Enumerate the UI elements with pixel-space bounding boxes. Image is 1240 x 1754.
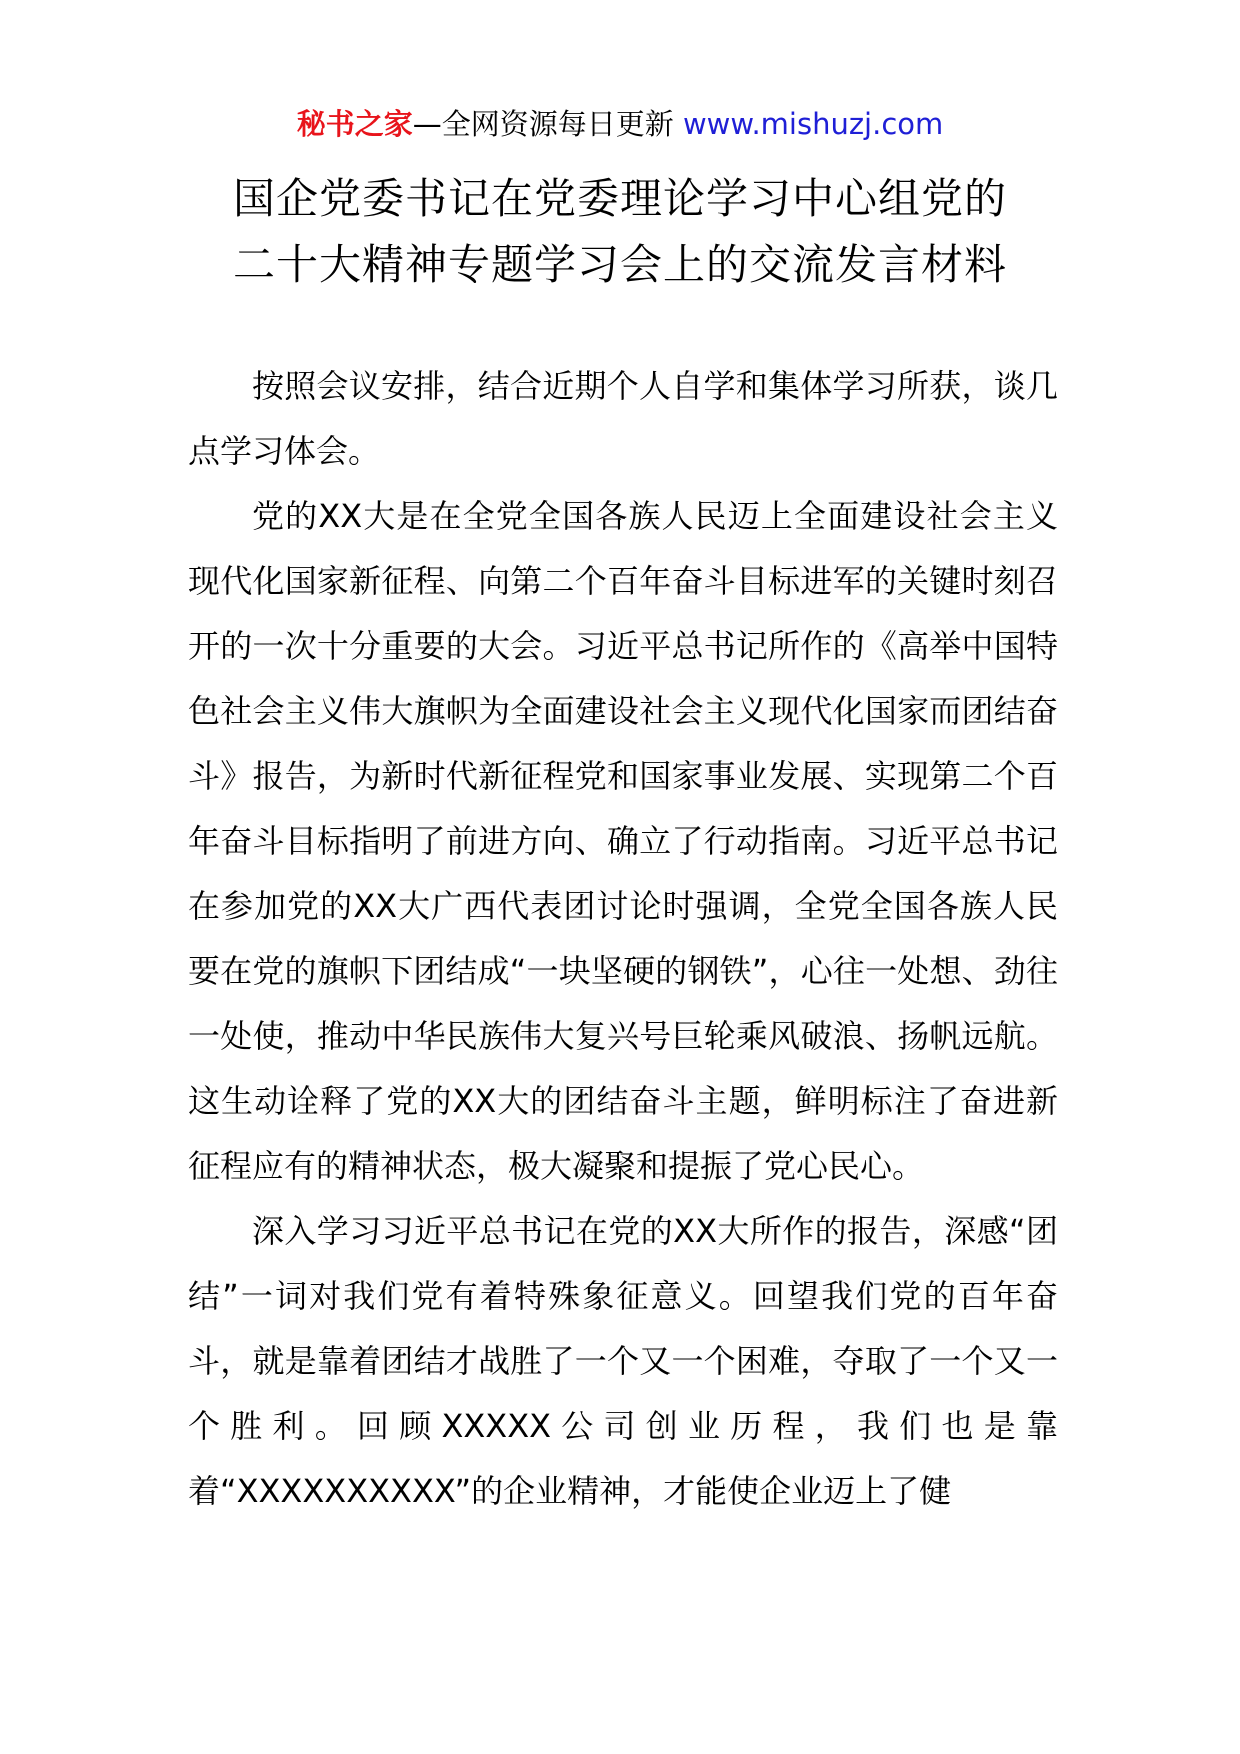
- paragraph-unity: 深入学习习近平总书记在党的XX大所作的报告，深感“团结”一词对我们党有着特殊象征意义。回望我们党的百年奋斗，就是靠着团结才战胜了一个又一个困难，夺取了一个又一个胜利。回顾XXXXX公司创业历程，我们也是靠着“XXXXXXXXXX”的企业精神，才能使企业迈上了健: [188, 1212, 1058, 1510]
- document-body: [188, 354, 1058, 1524]
- paragraph-intro: 按照会议安排，结合近期个人自学和集体学习所获，谈几点学习体会。: [188, 367, 1058, 470]
- site-slogan: —全网资源每日更新: [412, 107, 674, 141]
- site-url-link[interactable]: www.mishuzj.com: [682, 107, 944, 141]
- document-title: [0, 166, 1240, 298]
- paragraph-congress: 党的XX大是在全党全国各族人民迈上全面建设社会主义现代化国家新征程、向第二个百年奋斗目标进军的关键时刻召开的一次十分重要的大会。习近平总书记所作的《高举中国特色社会主义伟大旗帜为全面建设社会主义现代化国家而团结奋斗》报告，为新时代新征程党和国家事业发展、实现第二个百年奋斗目标指明了前进方向、确立了行动指南。习近平总书记在参加党的XX大广西代表团讨论时强调，全党全国各族人民要在党的旗帜下团结成“一块坚硬的钢铁”，心往一处想、劲往一处使，推动中华民族伟大复兴号巨轮乘风破浪、扬帆远航。这生动诠释了党的XX大的团结奋斗主题，鲜明标注了奋进新征程应有的精神状态，极大凝聚和提振了党心民心。: [188, 497, 1058, 1185]
- site-brand: 秘书之家: [296, 107, 413, 141]
- document-title-line-1: 国企党委书记在党委理论学习中心组党的: [232, 174, 1007, 223]
- site-header: [0, 104, 1240, 144]
- document-title-line-2: 二十大精神专题学习会上的交流发言材料: [232, 240, 1007, 289]
